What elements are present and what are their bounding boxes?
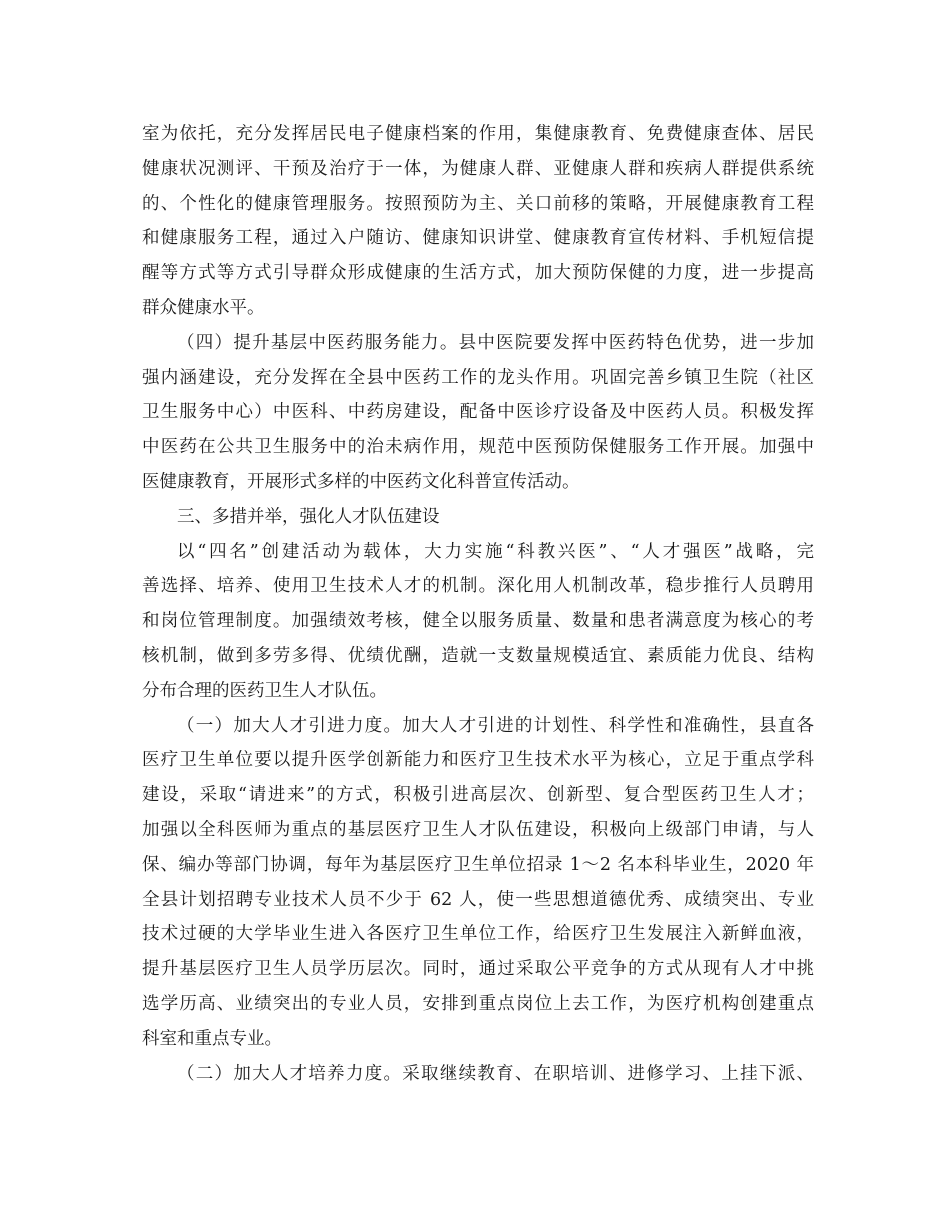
text-line: 提升基层医疗卫生人员学历层次。同时，通过采取公平竞争的方式从现有人才中挑 xyxy=(142,959,814,980)
text-line: 群众健康水平。 xyxy=(142,297,265,318)
text-line: 善选择、培养、使用卫生技术人才的机制。深化用人机制改革，稳步推行人员聘用 xyxy=(142,576,814,597)
text-line: 全县计划招聘专业技术人员不少于 62 人，使一些思想道德优秀、成绩突出、专业 xyxy=(142,889,814,910)
text-line: 三、多措并举，强化人才队伍建设 xyxy=(177,506,440,527)
text-line: （二）加大人才培养力度。采取继续教育、在职培训、进修学习、上挂下派、 xyxy=(177,1063,814,1084)
text-line: 技术过硬的大学毕业生进入各医疗卫生单位工作，给医疗卫生发展注入新鲜血液， xyxy=(142,924,814,945)
text-line: （一）加大人才引进力度。加大人才引进的计划性、科学性和准确性，县直各 xyxy=(177,715,814,736)
text-line: 和健康服务工程，通过入户随访、健康知识讲堂、健康教育宣传材料、手机短信提 xyxy=(142,228,814,249)
text-line: 分布合理的医药卫生人才队伍。 xyxy=(142,680,387,701)
text-line: 科室和重点专业。 xyxy=(142,1028,282,1049)
text-line: 选学历高、业绩突出的专业人员，安排到重点岗位上去工作，为医疗机构创建重点 xyxy=(142,993,814,1014)
text-line: 医疗卫生单位要以提升医学创新能力和医疗卫生技术水平为核心，立足于重点学科 xyxy=(142,750,814,771)
text-line: 以“四名”创建活动为载体，大力实施“科教兴医”、“人才强医”战略，完 xyxy=(177,541,814,562)
text-line: 核机制，做到多劳多得、优绩优酬，造就一支数量规模适宜、素质能力优良、结构 xyxy=(142,645,814,666)
text-line: 卫生服务中心）中医科、中药房建设，配备中医诊疗设备及中医药人员。积极发挥 xyxy=(142,402,814,423)
text-line: 加强以全科医师为重点的基层医疗卫生人才队伍建设，积极向上级部门申请，与人 xyxy=(142,819,814,840)
text-line: 保、编办等部门协调，每年为基层医疗卫生单位招录 1～2 名本科毕业生，2020 年 xyxy=(142,854,814,875)
text-line: （四）提升基层中医药服务能力。县中医院要发挥中医药特色优势，进一步加 xyxy=(177,332,814,353)
text-line: 强内涵建设，充分发挥在全县中医药工作的龙头作用。巩固完善乡镇卫生院（社区 xyxy=(142,367,814,388)
text-line: 室为依托，充分发挥居民电子健康档案的作用，集健康教育、免费健康查体、居民 xyxy=(142,124,814,144)
document-body xyxy=(142,117,814,1091)
text-line: 医健康教育，开展形式多样的中医药文化科普宣传活动。 xyxy=(142,471,580,492)
text-line: 健康状况测评、干预及治疗于一体，为健康人群、亚健康人群和疾病人群提供系统 xyxy=(142,158,814,179)
text-line: 建设，采取“请进来”的方式，积极引进高层次、创新型、复合型医药卫生人才； xyxy=(142,785,814,806)
text-line: 醒等方式等方式引导群众形成健康的生活方式，加大预防保健的力度，进一步提高 xyxy=(142,263,814,284)
text-line: 中医药在公共卫生服务中的治未病作用，规范中医预防保健服务工作开展。加强中 xyxy=(142,437,814,458)
text-line: 和岗位管理制度。加强绩效考核，健全以服务质量、数量和患者满意度为核心的考 xyxy=(142,611,814,632)
text-line: 的、个性化的健康管理服务。按照预防为主、关口前移的策略，开展健康教育工程 xyxy=(142,193,814,214)
